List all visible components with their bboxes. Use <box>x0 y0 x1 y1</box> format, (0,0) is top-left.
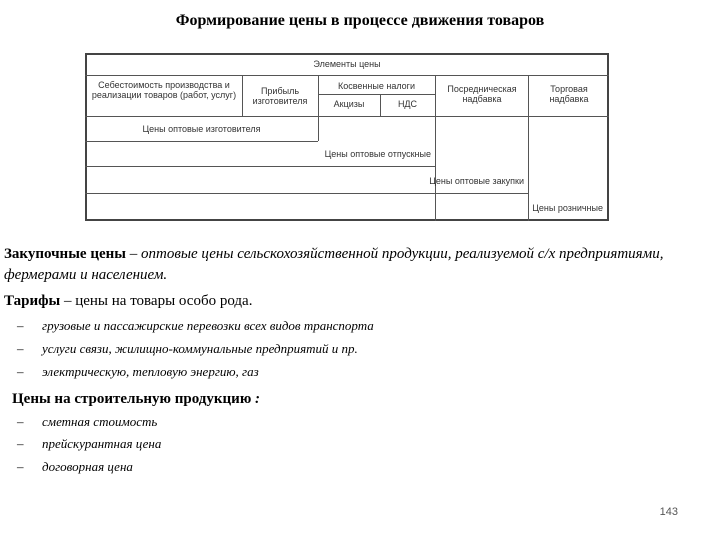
diagram-frame <box>85 53 609 221</box>
col-divider-1 <box>242 75 243 116</box>
construction-colon: : <box>251 391 261 407</box>
dash-marker: – <box>17 436 24 451</box>
list-item <box>17 318 374 334</box>
list-item-text: договорная цена <box>42 459 133 474</box>
indirect-taxes-label: Косвенные налоги <box>338 81 415 91</box>
tariffs-paragraph <box>4 291 716 312</box>
row-wholesale-release: Цены оптовые отпускные <box>324 149 431 159</box>
list-item-text: услуги связи, жилищно-коммунальные предприятий и пр. <box>42 341 358 356</box>
profit-label: Прибыль изготовителя <box>252 86 308 106</box>
col-divider-4 <box>528 75 529 221</box>
diagram-header: Элементы цены <box>313 59 381 69</box>
header-divider <box>85 75 609 76</box>
list-item <box>17 436 162 452</box>
list-item <box>17 459 133 475</box>
elements-divider <box>85 116 609 117</box>
excises-label: Акцизы <box>333 99 365 109</box>
row3-divider <box>85 193 528 194</box>
dash-marker: – <box>17 459 24 474</box>
vat-label: НДС <box>397 99 418 109</box>
trade-markup-label: Торговая надбавка <box>549 84 589 104</box>
list-item-text: грузовые и пассажирские перевозки всех видов транспорта <box>42 318 374 333</box>
construction-paragraph <box>12 389 720 410</box>
list-item-text: электрическую, тепловую энергию, газ <box>42 364 259 379</box>
list-item <box>17 364 259 380</box>
purchase-term: Закупочные цены <box>4 246 126 262</box>
list-item-text: прейскурантная цена <box>42 436 162 451</box>
row1-divider <box>85 141 318 142</box>
list-item <box>17 414 158 430</box>
page-title: Формирование цены в процессе движения товаров <box>175 12 545 29</box>
purchase-prices-paragraph <box>4 244 716 286</box>
row-manufacturer: Цены оптовые изготовителя <box>142 124 261 134</box>
price-elements-diagram <box>85 53 609 221</box>
cost-label: Себестоимость производства и реализации товаров (работ, услуг) <box>91 80 237 100</box>
intermediary-markup-label: Посредническая надбавка <box>447 84 517 104</box>
dash-marker: – <box>17 318 24 333</box>
list-item-text: сметная стоимость <box>42 414 158 429</box>
row-retail: Цены розничные <box>532 203 603 213</box>
construction-heading: Цены на строительную продукцию <box>12 391 252 407</box>
dash-marker: – <box>17 364 24 379</box>
page-number: 143 <box>659 506 678 518</box>
col-divider-3 <box>435 75 436 221</box>
purchase-definition: оптовые цены сельскохозяйственной продукции, реализуемой с/х предприятиями, фермерами и населением. <box>4 246 664 283</box>
dash-marker: – <box>17 414 24 429</box>
list-item <box>17 341 358 357</box>
taxes-divider <box>318 94 435 95</box>
row2-divider <box>85 166 435 167</box>
purchase-dash: – <box>125 246 141 262</box>
row1-end <box>318 116 319 141</box>
tariffs-term: Тарифы <box>4 293 61 309</box>
tariffs-definition: – цены на товары особо рода. <box>60 293 253 309</box>
dash-marker: – <box>17 341 24 356</box>
row-wholesale-purchase: Цены оптовые закупки <box>429 176 524 186</box>
